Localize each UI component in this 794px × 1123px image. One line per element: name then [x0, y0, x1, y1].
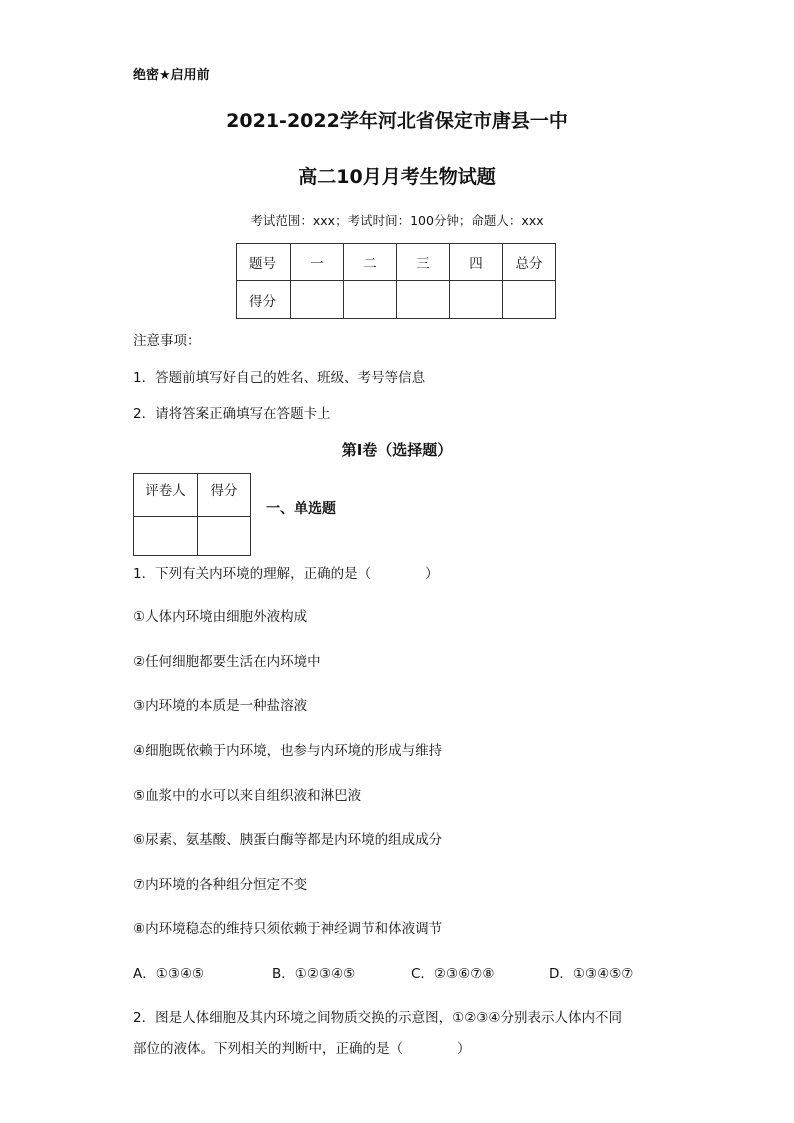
score-input-cell	[344, 281, 397, 319]
question-statement: ①人体内环境由细胞外液构成	[133, 609, 308, 625]
score-cell: 四	[450, 244, 503, 281]
notes-title: 注意事项：	[133, 333, 201, 349]
answer-option-d: D．①③④⑤⑦	[549, 966, 634, 982]
question-statement: ②任何细胞都要生活在内环境中	[133, 654, 321, 670]
grader-cell: 评卷人	[134, 474, 198, 517]
exam-title-line1: 2021-2022学年河北省保定市唐县一中	[226, 110, 568, 132]
question-statement: ③内环境的本质是一种盐溶液	[133, 698, 308, 714]
grader-input-cell	[134, 517, 198, 556]
score-cell: 得分	[237, 281, 291, 319]
grader-table-header-row	[134, 474, 251, 517]
question-stem: 1．下列有关内环境的理解，正确的是（ ）	[133, 566, 439, 582]
grader-cell: 得分	[198, 474, 251, 517]
note-item: 2．请将答案正确填写在答题卡上	[133, 406, 331, 422]
question-statement: ⑤血浆中的水可以来自组织液和淋巴液	[133, 788, 362, 804]
exam-info: 考试范围：xxx；考试时间：100分钟；命题人：xxx	[250, 213, 544, 228]
score-input-cell	[291, 281, 344, 319]
grader-table	[133, 473, 251, 556]
note-item: 1．答题前填写好自己的姓名、班级、考号等信息	[133, 370, 426, 386]
question-statement: ⑦内环境的各种组分恒定不变	[133, 877, 308, 893]
score-table-value-row	[237, 281, 556, 319]
score-input-cell	[397, 281, 450, 319]
score-cell: 三	[397, 244, 450, 281]
score-table-header-row	[237, 244, 556, 281]
score-cell: 题号	[237, 244, 291, 281]
score-input-cell	[503, 281, 556, 319]
score-table	[236, 243, 556, 319]
exam-title-line2: 高二10月月考生物试题	[298, 166, 496, 188]
grader-table-value-row	[134, 517, 251, 556]
grader-input-cell	[198, 517, 251, 556]
question-stem-continued: 部位的液体。下列相关的判断中，正确的是（ ）	[133, 1041, 471, 1057]
answer-option-c: C．②③⑥⑦⑧	[411, 966, 495, 982]
confidential-label: 绝密★启用前	[133, 68, 210, 83]
score-cell: 二	[344, 244, 397, 281]
score-input-cell	[450, 281, 503, 319]
question-statement: ⑥尿素、氨基酸、胰蛋白酶等都是内环境的组成成分	[133, 832, 443, 848]
answer-option-a: A．①③④⑤	[133, 966, 205, 982]
score-cell: 总分	[503, 244, 556, 281]
question-statement: ④细胞既依赖于内环境，也参与内环境的形成与维持	[133, 743, 443, 759]
score-cell: 一	[291, 244, 344, 281]
answer-option-b: B．①②③④⑤	[272, 966, 356, 982]
question-stem: 2．图是人体细胞及其内环境之间物质交换的示意图，①②③④分别表示人体内不同	[133, 1010, 622, 1026]
question-type-heading: 一、单选题	[266, 501, 336, 517]
question-statement: ⑧内环境稳态的维持只须依赖于神经调节和体液调节	[133, 921, 443, 937]
section-title: 第I卷（选择题）	[341, 441, 453, 459]
